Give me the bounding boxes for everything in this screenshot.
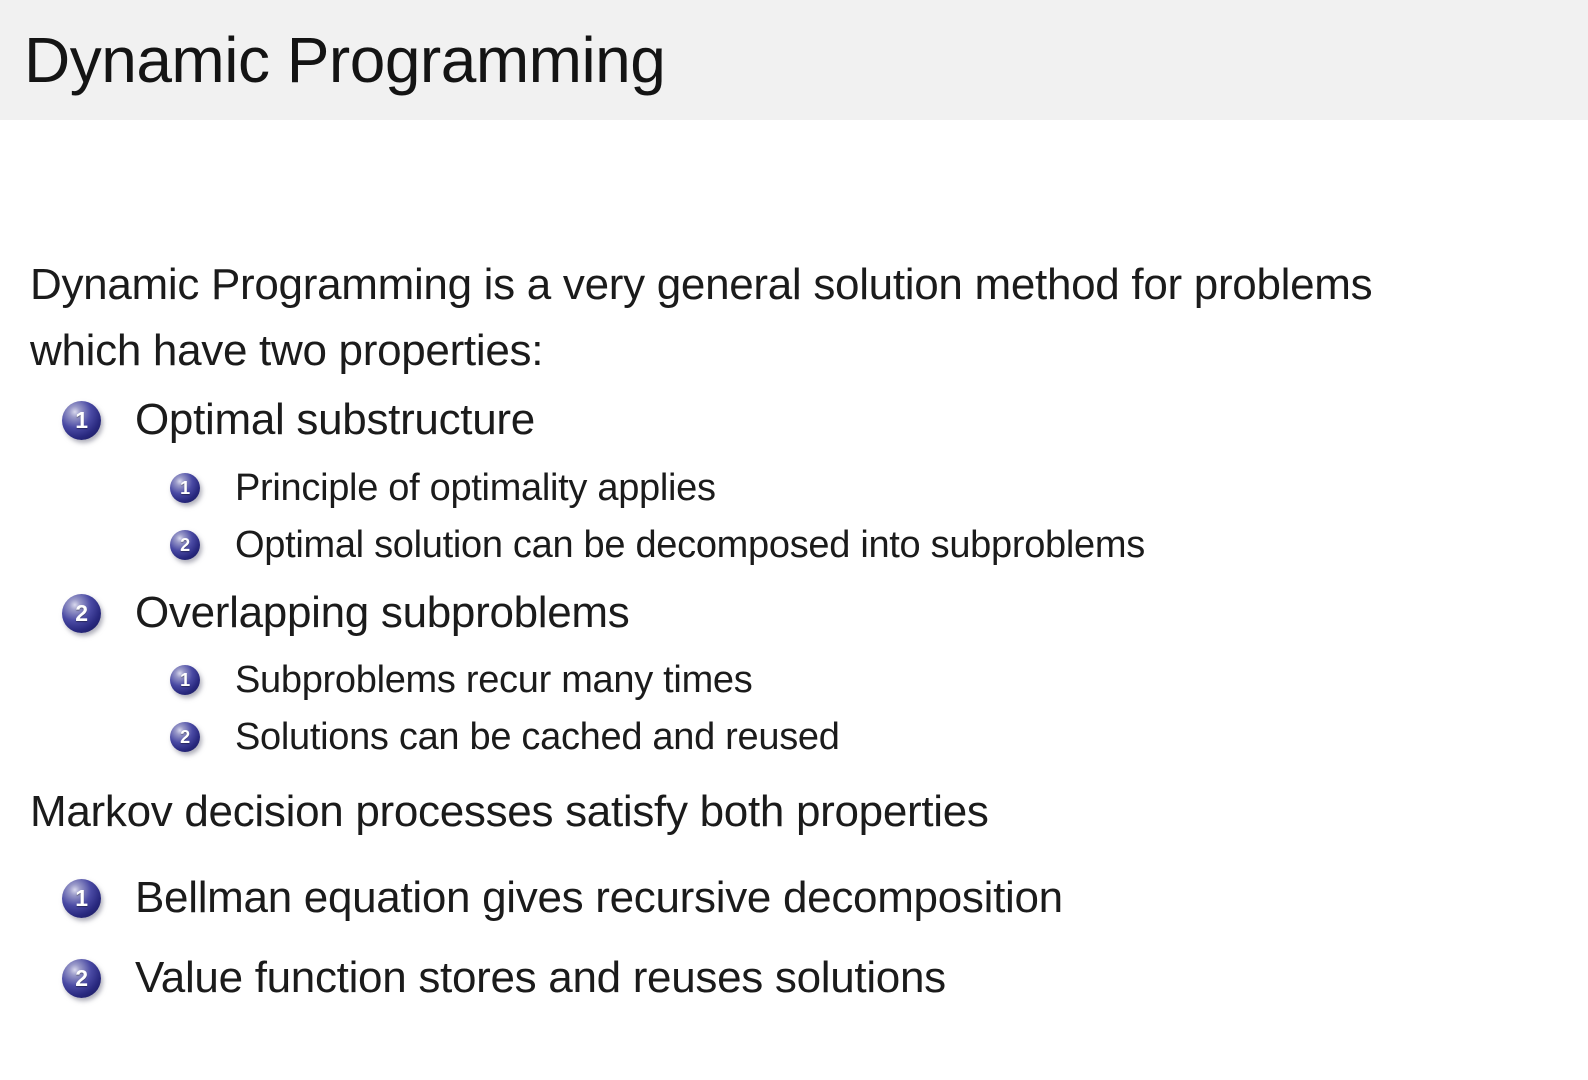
- mdp-item-2: [62, 946, 946, 1010]
- property-item-label: Overlapping subproblems: [135, 588, 630, 637]
- property-2-subitem-1: [170, 654, 752, 706]
- enum-ball-icon: 1: [62, 879, 101, 918]
- enum-ball-icon: 1: [62, 401, 101, 440]
- property-1-subitem-2: [170, 519, 1145, 571]
- enum-ball-icon: 1: [170, 665, 200, 695]
- property-item-2: [62, 581, 629, 645]
- subitem-label: Solutions can be cached and reused: [235, 715, 840, 758]
- property-1-subitem-1: [170, 462, 716, 514]
- property-2-subitem-2: [170, 711, 840, 763]
- property-item-label: Optimal substructure: [135, 395, 535, 444]
- enum-ball-icon: 2: [170, 530, 200, 560]
- enum-ball-icon: 1: [170, 473, 200, 503]
- slide-title: Dynamic Programming: [24, 24, 666, 96]
- mdp-item-label: Value function stores and reuses solutions: [135, 953, 946, 1002]
- property-item-1: [62, 388, 535, 452]
- subitem-label: Optimal solution can be decomposed into subproblems: [235, 523, 1145, 566]
- enum-ball-icon: 2: [170, 722, 200, 752]
- subitem-label: Subproblems recur many times: [235, 658, 753, 701]
- title-bar: [0, 0, 1588, 120]
- subitem-label: Principle of optimality applies: [235, 466, 716, 509]
- mdp-item-label: Bellman equation gives recursive decomposition: [135, 873, 1063, 922]
- intro-line-2: which have two properties:: [30, 326, 544, 375]
- intro-line-1: Dynamic Programming is a very general solution method for problems: [30, 260, 1373, 309]
- enum-ball-icon: 2: [62, 594, 101, 633]
- mdp-item-1: [62, 866, 1063, 930]
- mdp-statement: Markov decision processes satisfy both properties: [30, 787, 989, 836]
- enum-ball-icon: 2: [62, 959, 101, 998]
